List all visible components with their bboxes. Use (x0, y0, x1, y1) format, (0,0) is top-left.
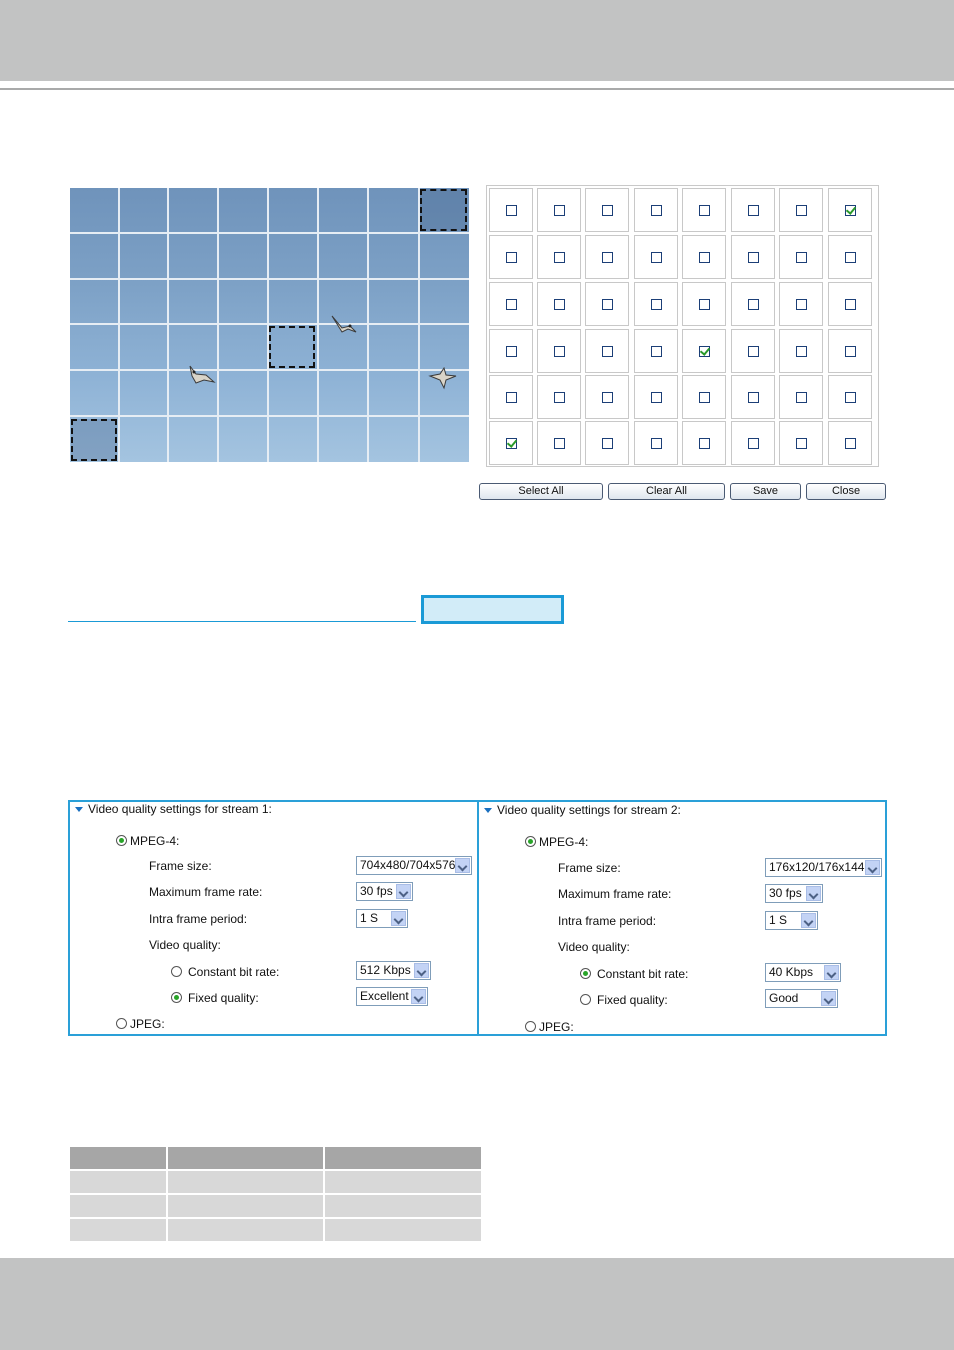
motion-grid-cell (682, 282, 726, 326)
select-all-button[interactable]: Select All (479, 483, 603, 500)
motion-grid-cell (489, 375, 533, 419)
save-button[interactable]: Save (730, 483, 801, 500)
constant-bit-rate-radio[interactable] (171, 966, 182, 977)
chevron-down-icon (396, 884, 411, 899)
motion-grid-cell (585, 188, 629, 232)
motion-grid-cell (779, 235, 823, 279)
jpeg-label: JPEG: (539, 1020, 574, 1034)
motion-grid-cell (634, 282, 678, 326)
motion-cell-checkbox[interactable] (796, 252, 807, 263)
motion-cell-checkbox[interactable] (845, 438, 856, 449)
chevron-down-icon (414, 963, 429, 978)
table-cell (70, 1171, 166, 1193)
grid-line (118, 188, 120, 462)
intra-frame-label: Intra frame period: (558, 914, 657, 928)
frame-size-select[interactable] (765, 858, 882, 877)
table-header-cell (325, 1147, 481, 1169)
motion-cell-checkbox[interactable] (748, 205, 759, 216)
motion-grid-cell (682, 235, 726, 279)
motion-cell-checkbox[interactable] (699, 438, 710, 449)
motion-grid-cell (731, 188, 775, 232)
clear-all-button[interactable]: Clear All (608, 483, 725, 500)
intra-frame-select[interactable] (765, 911, 818, 930)
motion-cell-checkbox[interactable] (602, 252, 613, 263)
motion-cell-checkbox[interactable] (506, 299, 517, 310)
motion-grid-cell (489, 329, 533, 373)
motion-grid-cell (731, 329, 775, 373)
motion-cell-checkbox[interactable] (651, 392, 662, 403)
chevron-down-icon (411, 989, 426, 1004)
fixed-quality-select[interactable] (765, 989, 838, 1008)
motion-grid-cell (828, 235, 872, 279)
motion-cell-checkbox[interactable] (651, 299, 662, 310)
frame-size-value: 704x480/704x576 (360, 858, 456, 872)
motion-grid-cell (537, 282, 581, 326)
motion-cell-checkbox[interactable] (845, 252, 856, 263)
motion-grid-cell (682, 329, 726, 373)
video-quality-label: Video quality: (149, 938, 221, 952)
motion-cell-checkbox[interactable] (651, 346, 662, 357)
motion-cell-checkbox[interactable] (506, 252, 517, 263)
chevron-down-icon (865, 860, 880, 875)
motion-cell-checkbox[interactable] (554, 438, 565, 449)
bird-image (328, 314, 362, 340)
max-frame-rate-value: 30 fps (769, 886, 802, 900)
motion-grid-cell (585, 282, 629, 326)
page-footer-band (0, 1258, 954, 1350)
motion-grid-cell (585, 329, 629, 373)
motion-grid-cell (779, 329, 823, 373)
motion-cell-checkbox[interactable] (506, 392, 517, 403)
fixed-quality-value: Good (769, 991, 799, 1005)
motion-cell-checkbox[interactable] (554, 392, 565, 403)
bit-rate-value: 512 Kbps (360, 963, 411, 977)
table-cell (168, 1195, 323, 1217)
grid-line (70, 369, 469, 371)
motion-grid-cell (634, 329, 678, 373)
motion-grid-cell (537, 235, 581, 279)
jpeg-radio[interactable] (525, 1021, 536, 1032)
motion-cell-checkbox[interactable] (699, 346, 710, 357)
intra-frame-value: 1 S (360, 911, 379, 925)
max-frame-rate-value: 30 fps (360, 884, 393, 898)
max-frame-rate-label: Maximum frame rate: (149, 885, 263, 899)
motion-grid-cell (537, 375, 581, 419)
fixed-quality-label: Fixed quality: (597, 993, 668, 1007)
bit-rate-select[interactable] (356, 961, 431, 980)
motion-cell-checkbox[interactable] (699, 392, 710, 403)
motion-grid-cell (828, 329, 872, 373)
table-header-cell (70, 1147, 166, 1169)
motion-grid-cell (537, 329, 581, 373)
motion-grid-cell (828, 282, 872, 326)
frame-size-value: 176x120/176x144 (769, 860, 865, 874)
frame-size-select[interactable] (356, 856, 472, 875)
mpeg4-label: MPEG-4: (539, 835, 589, 849)
motion-grid-cell (585, 421, 629, 465)
jpeg-label: JPEG: (130, 1017, 165, 1031)
motion-cell-checkbox[interactable] (651, 438, 662, 449)
motion-cell-checkbox[interactable] (796, 205, 807, 216)
motion-cell-checkbox[interactable] (651, 205, 662, 216)
motion-cell-checkbox[interactable] (554, 205, 565, 216)
table-header-cell (168, 1147, 323, 1169)
motion-grid-cell (489, 188, 533, 232)
fixed-quality-radio[interactable] (171, 992, 182, 1003)
fixed-quality-select[interactable] (356, 987, 428, 1006)
motion-grid-cell (682, 421, 726, 465)
motion-grid-cell (828, 188, 872, 232)
table-cell (70, 1219, 166, 1241)
grid-line (70, 323, 469, 325)
jpeg-radio[interactable] (116, 1018, 127, 1029)
table-cell (325, 1219, 481, 1241)
collapse-arrow-icon[interactable] (484, 808, 492, 813)
motion-grid-cell (537, 421, 581, 465)
motion-cell-checkbox[interactable] (845, 346, 856, 357)
table-cell (168, 1219, 323, 1241)
table-row (70, 1171, 481, 1193)
motion-grid-cell (828, 375, 872, 419)
motion-grid-cell (682, 375, 726, 419)
grid-line (70, 232, 469, 234)
highlight-box (421, 595, 564, 624)
motion-cell-checkbox[interactable] (845, 299, 856, 310)
motion-grid-cell (731, 282, 775, 326)
mpeg4-radio[interactable] (525, 836, 536, 847)
bird-image (184, 364, 218, 390)
motion-cell-checkbox[interactable] (748, 346, 759, 357)
intra-frame-label: Intra frame period: (149, 912, 248, 926)
close-button[interactable]: Close (806, 483, 886, 500)
motion-grid-cell (634, 235, 678, 279)
motion-grid-cell (779, 282, 823, 326)
page-header-band (0, 0, 954, 81)
motion-cell-checkbox[interactable] (796, 438, 807, 449)
motion-cell-checkbox[interactable] (602, 299, 613, 310)
grid-line (267, 188, 269, 462)
motion-cell-checkbox[interactable] (506, 438, 517, 449)
motion-grid-cell (779, 421, 823, 465)
stream1-title: Video quality settings for stream 1: (88, 802, 272, 816)
motion-grid-cell (682, 188, 726, 232)
table-cell (325, 1171, 481, 1193)
motion-grid-cell (537, 188, 581, 232)
bit-rate-select[interactable] (765, 963, 841, 982)
motion-cell-checkbox[interactable] (699, 299, 710, 310)
max-frame-rate-label: Maximum frame rate: (558, 887, 672, 901)
chevron-down-icon (455, 858, 470, 873)
motion-cell-checkbox[interactable] (748, 392, 759, 403)
motion-cell-checkbox[interactable] (845, 392, 856, 403)
section-divider (68, 621, 416, 622)
motion-cell-checkbox[interactable] (796, 392, 807, 403)
motion-cell-checkbox[interactable] (554, 346, 565, 357)
motion-cell-checkbox[interactable] (748, 252, 759, 263)
motion-cell-checkbox[interactable] (796, 346, 807, 357)
motion-cell-checkbox[interactable] (554, 252, 565, 263)
grid-line (70, 278, 469, 280)
motion-grid-cell (634, 421, 678, 465)
motion-cell-checkbox[interactable] (796, 299, 807, 310)
motion-grid-cell (828, 421, 872, 465)
grid-line (317, 188, 319, 462)
selected-region[interactable] (269, 326, 315, 368)
fixed-quality-value: Excellent (360, 989, 409, 1003)
motion-grid-cell (585, 235, 629, 279)
chevron-down-icon (391, 911, 406, 926)
motion-grid-cell (779, 375, 823, 419)
motion-cell-checkbox[interactable] (602, 392, 613, 403)
intra-frame-select[interactable] (356, 909, 408, 928)
chevron-down-icon (821, 991, 836, 1006)
chevron-down-icon (824, 965, 839, 980)
motion-checkbox-grid (486, 185, 879, 467)
motion-cell-checkbox[interactable] (748, 438, 759, 449)
max-frame-rate-select[interactable] (356, 882, 413, 901)
fixed-quality-label: Fixed quality: (188, 991, 259, 1005)
motion-grid-cell (489, 235, 533, 279)
stream1-panel (68, 800, 479, 1036)
selected-region[interactable] (71, 419, 117, 461)
fixed-quality-radio[interactable] (580, 994, 591, 1005)
motion-cell-checkbox[interactable] (651, 252, 662, 263)
motion-cell-checkbox[interactable] (748, 299, 759, 310)
max-frame-rate-select[interactable] (765, 884, 823, 903)
motion-cell-checkbox[interactable] (602, 438, 613, 449)
table-cell (168, 1171, 323, 1193)
camera-view[interactable] (70, 188, 469, 462)
motion-cell-checkbox[interactable] (602, 346, 613, 357)
grid-line (70, 415, 469, 417)
motion-grid-cell (489, 421, 533, 465)
grid-line (167, 188, 169, 462)
motion-cell-checkbox[interactable] (554, 299, 565, 310)
motion-cell-checkbox[interactable] (699, 252, 710, 263)
motion-grid-cell (731, 375, 775, 419)
mpeg4-radio[interactable] (116, 835, 127, 846)
frame-size-label: Frame size: (558, 861, 621, 875)
chevron-down-icon (801, 913, 816, 928)
selected-region[interactable] (420, 189, 467, 231)
bird-image (426, 366, 460, 392)
constant-bit-rate-label: Constant bit rate: (188, 965, 280, 979)
motion-cell-checkbox[interactable] (506, 346, 517, 357)
table-cell (325, 1195, 481, 1217)
stream2-panel (477, 800, 887, 1036)
motion-cell-checkbox[interactable] (699, 205, 710, 216)
video-quality-label: Video quality: (558, 940, 630, 954)
bit-rate-value: 40 Kbps (769, 965, 814, 979)
motion-grid-cell (634, 188, 678, 232)
grid-line (367, 188, 369, 462)
table-row (70, 1195, 481, 1217)
table-cell (70, 1195, 166, 1217)
motion-cell-checkbox[interactable] (506, 205, 517, 216)
motion-grid-cell (634, 375, 678, 419)
motion-grid-cell (779, 188, 823, 232)
constant-bit-rate-radio[interactable] (580, 968, 591, 979)
stream2-title: Video quality settings for stream 2: (497, 803, 681, 817)
motion-grid-cell (585, 375, 629, 419)
motion-cell-checkbox[interactable] (602, 205, 613, 216)
motion-grid-cell (489, 282, 533, 326)
motion-grid-cell (731, 421, 775, 465)
frame-size-label: Frame size: (149, 859, 212, 873)
table-row (70, 1219, 481, 1241)
intra-frame-value: 1 S (769, 913, 788, 927)
grid-line (217, 188, 219, 462)
motion-cell-checkbox[interactable] (845, 205, 856, 216)
mpeg4-label: MPEG-4: (130, 834, 180, 848)
chevron-down-icon (806, 886, 821, 901)
motion-grid-cell (731, 235, 775, 279)
table-header-row (70, 1147, 481, 1169)
header-divider (0, 88, 954, 90)
collapse-arrow-icon[interactable] (75, 807, 83, 812)
constant-bit-rate-label: Constant bit rate: (597, 967, 689, 981)
